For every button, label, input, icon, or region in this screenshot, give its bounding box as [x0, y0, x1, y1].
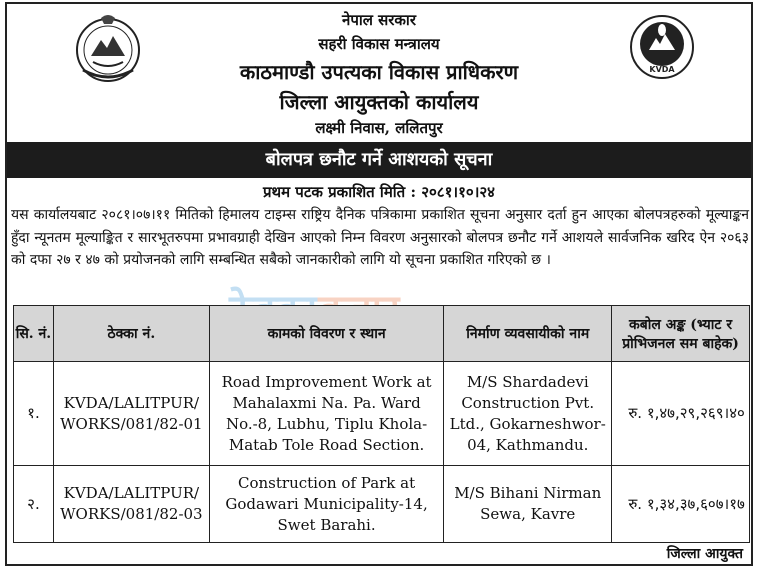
notice-frame	[5, 2, 753, 566]
notice-title-banner: बोलपत्र छनौट गर्ने आशयको सूचना	[7, 142, 751, 178]
table-row	[14, 466, 750, 543]
col-sn-header: सि. नं.	[14, 306, 54, 362]
notice-header	[7, 4, 751, 142]
row-sn: १.	[14, 362, 54, 466]
notice-body: यस कार्यालयबाट २०८१।०७।११ मितिको हिमालय टाइम्स राष्ट्रिय दैनिक पत्रिकामा प्रकाशित सूचना अनुसार दर्ता हुन आएका बोलपत्रहरुको मूल्याङ्कन हुँदा न्यूनतम मूल्याङ्कित र सारभूतरुपमा प्रभावग्राही देखिन आएको निम्न विवरण अनुसारको बोलपत्र छनौट गर्ने आशयले सार्वजनिक खरिद ऐन २०६३ को दफा २७ र ४७ को प्रयोजनको लागि सम्बन्धित सबैको जानकारीको लागि यो सूचना प्रकाशित गरिएको छ ।	[11, 207, 749, 268]
col-work-header: कामको विवरण र स्थान	[209, 306, 444, 362]
office-address: लक्ष्मी निवास, ललितपुर	[315, 119, 443, 137]
logo-text: KVDA	[649, 65, 675, 74]
col-contract-header: ठेक्का नं.	[53, 306, 209, 362]
row-bid-amount: रु. १,४७,२९,२६९।४०	[612, 362, 750, 466]
government-name: नेपाल सरकार	[342, 11, 416, 29]
row-work-description: Construction of Park at Godawari Municipality-14, Swet Barahi.	[209, 466, 444, 543]
row-bid-amount: रु. १,३४,३७,६०७।१७	[612, 466, 750, 543]
row-contract-no: KVDA/LALITPUR/ WORKS/081/82-03	[53, 466, 209, 543]
ministry-name: सहरी विकास मन्त्रालय	[318, 35, 440, 53]
row-contract-no: KVDA/LALITPUR/ WORKS/081/82-01	[53, 362, 209, 466]
col-builder-header: निर्माण व्यवसायीको नाम	[444, 306, 612, 362]
kvda-logo-icon	[629, 14, 695, 80]
authority-name: काठमाण्डौ उपत्यका विकास प्राधिकरण	[239, 60, 519, 84]
row-builder-name: M/S Bihani Nirman Sewa, Kavre	[444, 466, 612, 543]
row-work-description: Road Improvement Work at Mahalaxmi Na. Pa. Ward No.-8, Lubhu, Tiplu Khola-Matab Tole Road Section.	[209, 362, 444, 466]
row-builder-name: M/S Shardadevi Construction Pvt. Ltd., Gokarneshwor-04, Kathmandu.	[444, 362, 612, 466]
bid-selection-table	[13, 305, 750, 543]
table-row	[14, 362, 750, 466]
table-header-row	[14, 306, 750, 362]
col-amount-header: कबोल अङ्क (भ्याट र प्रोभिजनल सम बाहेक)	[612, 306, 750, 362]
office-name: जिल्ला आयुक्तको कार्यालय	[279, 90, 479, 114]
signatory: जिल्ला आयुक्त	[666, 546, 743, 562]
row-sn: २.	[14, 466, 54, 543]
publish-date: प्रथम पटक प्रकाशित मिति : २०८१।१०।२४	[263, 183, 495, 201]
